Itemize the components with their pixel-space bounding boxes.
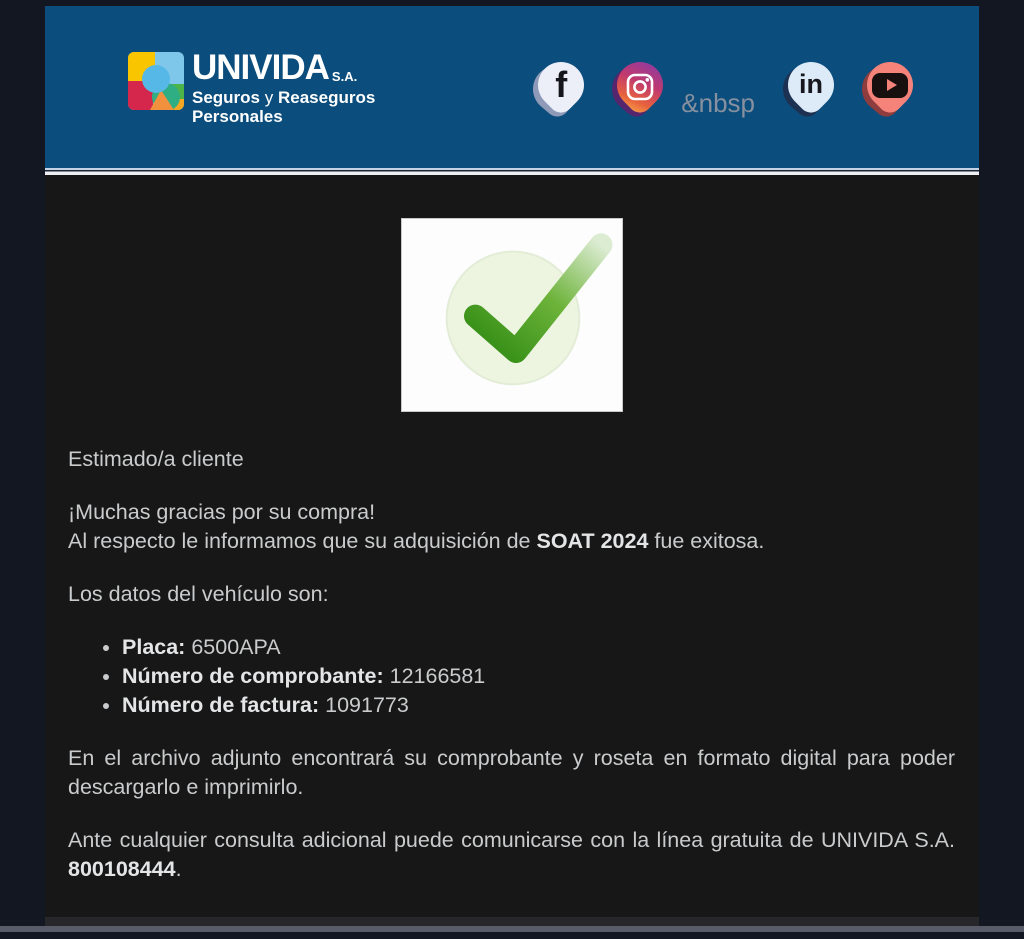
- brand-name: UNIVIDA: [192, 47, 329, 87]
- instagram-icon[interactable]: [609, 54, 671, 120]
- nbsp-literal-text: &nbsp: [681, 88, 755, 118]
- detail-placa-value: 6500APA: [191, 635, 281, 659]
- detail-comprobante: [122, 662, 955, 691]
- detail-comprobante-label: Número de comprobante:: [122, 664, 384, 688]
- youtube-glyph: [859, 54, 921, 120]
- email-footer-strip: [45, 917, 979, 926]
- purchase-line-before: Al respecto le informamos que su adquisición de: [68, 529, 537, 553]
- thanks-line: ¡Muchas gracias por su compra!: [68, 500, 376, 524]
- tagline-seguros: Seguros: [192, 87, 261, 107]
- contact-before: Ante cualquier consulta adicional puede comunicarse con la línea gratuita de UNIVIDA S.A.: [68, 828, 955, 852]
- logo-tagline-2: Personales: [192, 106, 283, 126]
- detail-factura: [122, 691, 955, 720]
- facebook-glyph: f: [555, 64, 568, 105]
- detail-factura-label: Número de factura:: [122, 693, 320, 717]
- greeting-text: Estimado/a cliente: [68, 447, 244, 471]
- soat-2024-bold: SOAT 2024: [536, 529, 649, 553]
- email-header: [45, 6, 979, 168]
- brand-suffix: S.A.: [331, 68, 358, 84]
- univida-logo: [128, 47, 376, 126]
- header-separator-line: [45, 168, 979, 175]
- contact-after: .: [175, 857, 182, 881]
- social-icons: [530, 54, 921, 120]
- purchase-line-after: fue exitosa.: [648, 529, 765, 553]
- instagram-glyph: [609, 54, 671, 120]
- detail-placa: [122, 633, 955, 662]
- linkedin-icon[interactable]: [780, 54, 842, 120]
- thanks-paragraph: [68, 498, 955, 556]
- tagline-reaseguros: Reaseguros: [278, 87, 376, 107]
- attachment-paragraph: En el archivo adjunto encontrará su comprobante y roseta en formato digital para poder descargarlo e imprimirlo.: [68, 746, 955, 799]
- email-text-block: [68, 369, 955, 884]
- contact-paragraph: [68, 826, 955, 884]
- detail-factura-value: 1091773: [325, 693, 409, 717]
- logo-text: [192, 47, 376, 126]
- logo-tagline: [192, 89, 375, 106]
- email-body: [45, 175, 979, 917]
- vehicle-intro-text: Los datos del vehículo son:: [68, 582, 329, 606]
- email-column: [45, 6, 979, 926]
- univida-logo-icon: [128, 52, 184, 110]
- vehicle-details-list: [68, 633, 955, 720]
- linkedin-glyph: in: [799, 68, 823, 99]
- detail-placa-label: Placa:: [122, 635, 186, 659]
- bottom-divider-line: [0, 926, 1024, 932]
- success-check-image: [401, 218, 623, 412]
- youtube-icon[interactable]: [859, 54, 921, 120]
- detail-comprobante-value: 12166581: [389, 664, 486, 688]
- tagline-y: y: [264, 87, 274, 107]
- phone-number-bold: 800108444: [68, 857, 176, 881]
- facebook-icon[interactable]: [530, 54, 592, 120]
